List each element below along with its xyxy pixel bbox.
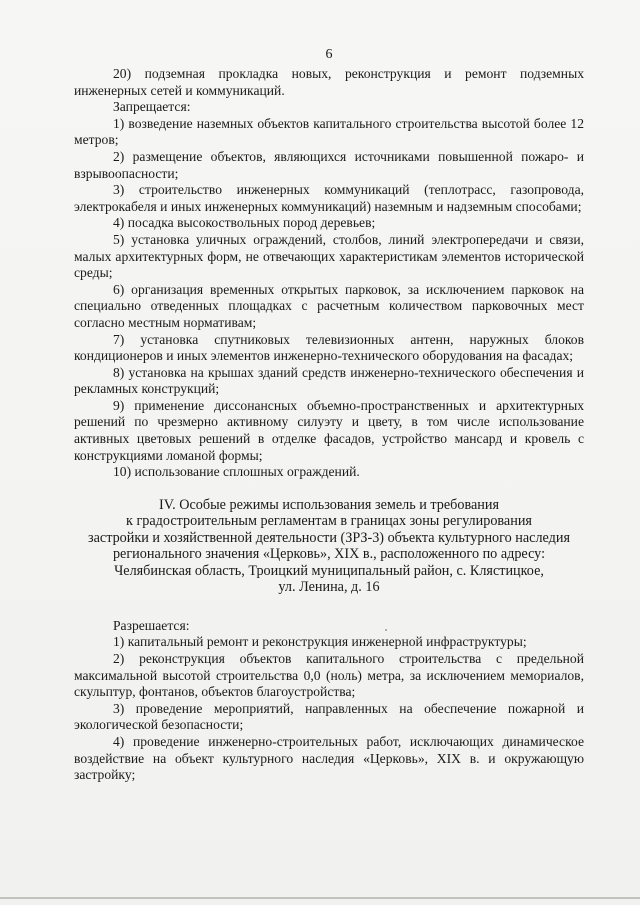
section-permissions xyxy=(74,618,584,784)
scan-speck xyxy=(385,629,387,631)
heading-line: Челябинская область, Троицкий муниципальный район, с. Клястицкое, xyxy=(114,562,544,579)
paragraph: 2) размещение объектов, являющихся источниками повышенной пожаро- и взрывоопасности; xyxy=(74,148,584,181)
scan-edge-line xyxy=(0,897,640,899)
paragraph-permitted-heading: Разрешается: xyxy=(113,617,190,633)
heading-line: к градостроительным регламентам в границах зоны регулирования xyxy=(126,513,532,530)
heading-line: ул. Ленина, д. 16 xyxy=(278,579,380,596)
paragraph: 2) реконструкция объектов капитального строительства с предельной максимальной высотой строительства 0,0 (ноль) метра, за исключением мемориалов, скульптур, фонтанов, объектов благоустройства; xyxy=(74,651,584,700)
paragraph: 1) капитальный ремонт и реконструкция инженерной инфраструктуры; xyxy=(113,634,527,650)
section-prohibitions xyxy=(74,66,584,481)
paragraph: 1) возведение наземных объектов капитального строительства высотой более 12 метров; xyxy=(74,115,584,148)
paragraph: 8) установка на крышах зданий средств инженерно-технического обеспечения и рекламных конструкций; xyxy=(74,364,584,397)
paragraph: 4) посадка высокоствольных пород деревьев; xyxy=(113,215,376,231)
heading-line: застройки и хозяйственной деятельности (ЗРЗ-3) объекта культурного наследия xyxy=(88,529,570,546)
paragraph: 10) использование сплошных ограждений. xyxy=(113,464,360,480)
page-number: 6 xyxy=(325,47,333,62)
paragraph-prohibited-heading: Запрещается: xyxy=(113,99,191,115)
paragraph: 6) организация временных открытых парковок, за исключением парковок на специально отведенных площадках с расчетным количеством парковочных мест согласно местным нормативам; xyxy=(74,281,584,330)
paragraph: 3) строительство инженерных коммуникаций (теплотрасс, газопровода, электрокабеля и иных инженерных коммуникаций) наземным и надземным способами; xyxy=(74,182,584,214)
paragraph: 20) подземная прокладка новых, реконструкция и ремонт подземных инженерных сетей и коммуникаций. xyxy=(74,66,584,98)
paragraph: 9) применение диссонансных объемно-пространственных и архитектурных решений по чрезмерно активному силуэту и цвету, в том числе использование активных цветовых решений в отделке фасадов, устройство мансард и кровель с конструкциями ломаной формы; xyxy=(74,397,584,463)
paragraph: 7) установка спутниковых телевизионных антенн, наружных блоков кондиционеров и иных элементов инженерно-технического оборудования на фасадах; xyxy=(74,331,584,364)
paragraph: 4) проведение инженерно-строительных работ, исключающих динамическое воздействие на объект культурного наследия «Церковь», XIX в. и окружающую застройку; xyxy=(74,734,584,783)
heading-line: IV. Особые режимы использования земель и требования xyxy=(159,496,499,513)
paragraph: 5) установка уличных ограждений, столбов, линий электропередачи и связи, малых архитектурных форм, не отвечающих характеристикам элементов исторической среды; xyxy=(74,231,584,281)
paragraph: 3) проведение мероприятий, направленных на обеспечение пожарной и экологической безопасности; xyxy=(74,700,584,733)
heading-line: регионального значения «Церковь», XIX в., расположенного по адресу: xyxy=(112,546,546,563)
section-heading xyxy=(74,497,584,596)
